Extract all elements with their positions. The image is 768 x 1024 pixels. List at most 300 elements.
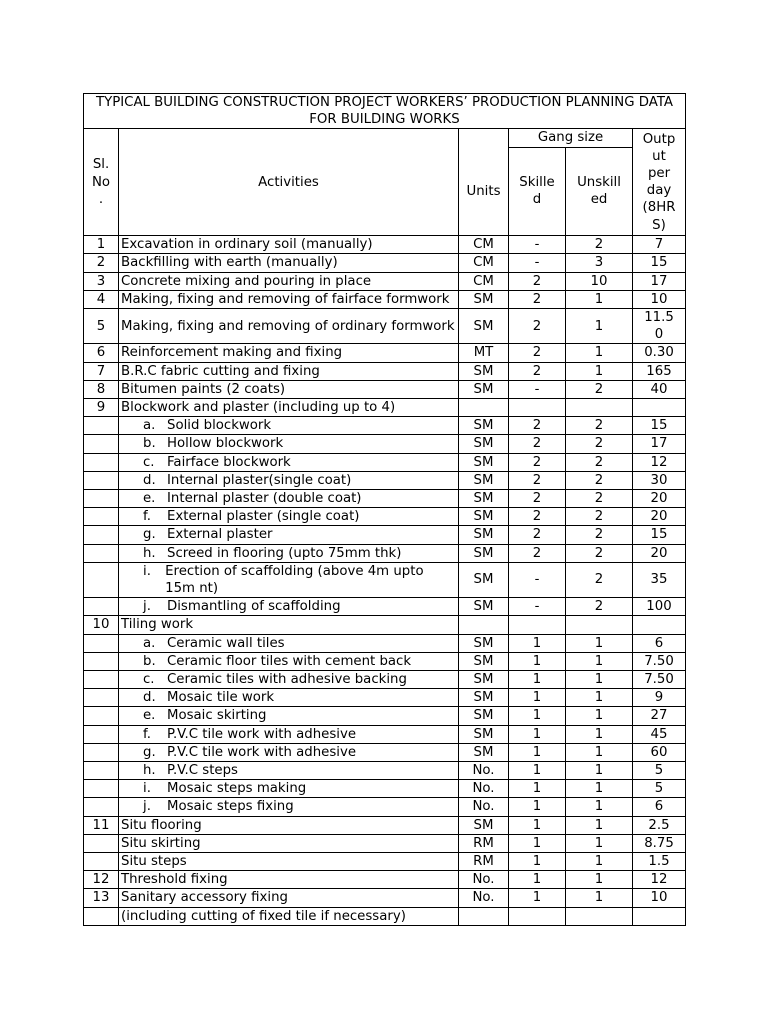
skilled-cell: 1 xyxy=(509,743,566,761)
output-cell: 5 xyxy=(633,762,686,780)
table-row xyxy=(84,236,686,254)
sl-no-cell: 6 xyxy=(84,344,119,362)
skilled-header: Skille d xyxy=(509,147,566,236)
units-cell: SM xyxy=(459,743,509,761)
sub-item-letter: a. xyxy=(143,418,156,434)
activity-cell xyxy=(119,743,459,761)
activity-cell: Situ skirting xyxy=(119,834,459,852)
sub-item-letter: b. xyxy=(143,436,156,452)
units-cell: SM xyxy=(459,290,509,308)
activity-cell xyxy=(119,526,459,544)
output-cell: 0.30 xyxy=(633,344,686,362)
unskilled-cell xyxy=(566,907,633,925)
output-cell: 12 xyxy=(633,871,686,889)
skilled-cell xyxy=(509,398,566,416)
table-row xyxy=(84,272,686,290)
output-cell: 20 xyxy=(633,508,686,526)
unskilled-cell: 1 xyxy=(566,889,633,907)
activity-cell: Situ flooring xyxy=(119,816,459,834)
unskilled-cell: 1 xyxy=(566,652,633,670)
unskilled-cell: 1 xyxy=(566,670,633,688)
sub-item-letter: c. xyxy=(143,671,155,687)
sl-no-cell xyxy=(84,453,119,471)
sl-no-cell: 10 xyxy=(84,616,119,634)
unskilled-cell: 1 xyxy=(566,308,633,343)
table-row xyxy=(84,871,686,889)
unskilled-cell: 2 xyxy=(566,598,633,616)
activity-cell xyxy=(119,762,459,780)
table-row xyxy=(84,435,686,453)
unskilled-cell: 1 xyxy=(566,290,633,308)
output-cell: 6 xyxy=(633,798,686,816)
sl-no-cell: 8 xyxy=(84,380,119,398)
unskilled-cell: 2 xyxy=(566,417,633,435)
table-row xyxy=(84,526,686,544)
sub-item-letter: j. xyxy=(143,799,151,815)
sub-item-letter: h. xyxy=(143,763,156,778)
sl-no-cell: 11 xyxy=(84,816,119,834)
units-cell: SM xyxy=(459,670,509,688)
output-cell: 10 xyxy=(633,889,686,907)
unskilled-cell: 1 xyxy=(566,798,633,816)
activity-cell xyxy=(119,471,459,489)
output-cell: 7.50 xyxy=(633,652,686,670)
output-cell: 40 xyxy=(633,380,686,398)
activity-text: Screed in flooring (upto 75mm thk) xyxy=(167,545,402,561)
activity-cell: Concrete mixing and pouring in place xyxy=(119,272,459,290)
output-cell: 45 xyxy=(633,725,686,743)
unskilled-cell: 1 xyxy=(566,834,633,852)
activity-cell xyxy=(119,707,459,725)
units-cell: SM xyxy=(459,508,509,526)
sub-item-letter: c. xyxy=(143,454,155,470)
skilled-cell: 2 xyxy=(509,508,566,526)
output-cell: 20 xyxy=(633,544,686,562)
units-cell xyxy=(459,616,509,634)
output-cell: 15 xyxy=(633,526,686,544)
units-cell: SM xyxy=(459,634,509,652)
activity-cell xyxy=(119,489,459,507)
activity-text: Ceramic floor tiles with cement back xyxy=(167,653,412,669)
unskilled-cell: 1 xyxy=(566,634,633,652)
table-row xyxy=(84,670,686,688)
skilled-cell: - xyxy=(509,236,566,254)
table-row xyxy=(84,907,686,925)
output-cell: 11.5 0 xyxy=(633,308,686,343)
units-cell: SM xyxy=(459,526,509,544)
table-row xyxy=(84,725,686,743)
table-row xyxy=(84,453,686,471)
sub-item-letter: a. xyxy=(143,635,156,651)
table-row xyxy=(84,889,686,907)
skilled-cell: 2 xyxy=(509,544,566,562)
table-row xyxy=(84,853,686,871)
activity-cell xyxy=(119,598,459,616)
units-cell: No. xyxy=(459,780,509,798)
unskilled-cell: 2 xyxy=(566,236,633,254)
sub-item-letter: d. xyxy=(143,690,156,706)
sl-no-cell xyxy=(84,670,119,688)
activity-text: Internal plaster (double coat) xyxy=(167,490,362,506)
table-row xyxy=(84,652,686,670)
sl-no-cell xyxy=(84,471,119,489)
sl-no-cell xyxy=(84,707,119,725)
activity-text: Internal plaster(single coat) xyxy=(167,472,352,488)
skilled-cell: 1 xyxy=(509,670,566,688)
table-row xyxy=(84,780,686,798)
skilled-cell: 2 xyxy=(509,344,566,362)
table-row xyxy=(84,762,686,780)
activity-text: P.V.C tile work with adhesive xyxy=(167,744,357,760)
output-cell: 15 xyxy=(633,417,686,435)
skilled-cell: 2 xyxy=(509,308,566,343)
output-cell: 8.75 xyxy=(633,834,686,852)
units-cell: SM xyxy=(459,471,509,489)
skilled-cell: 2 xyxy=(509,453,566,471)
units-cell: SM xyxy=(459,652,509,670)
skilled-cell: 2 xyxy=(509,417,566,435)
activity-cell: Threshold fixing xyxy=(119,871,459,889)
table-row xyxy=(84,689,686,707)
activity-cell xyxy=(119,508,459,526)
output-cell xyxy=(633,398,686,416)
activity-cell: Excavation in ordinary soil (manually) xyxy=(119,236,459,254)
sl-no-cell xyxy=(84,743,119,761)
skilled-cell: 1 xyxy=(509,762,566,780)
units-cell: CM xyxy=(459,272,509,290)
unskilled-cell: 2 xyxy=(566,435,633,453)
sl-no-cell xyxy=(84,725,119,743)
table-row xyxy=(84,707,686,725)
sl-no-cell: 1 xyxy=(84,236,119,254)
unskilled-cell: 1 xyxy=(566,689,633,707)
unskilled-cell: 2 xyxy=(566,380,633,398)
activity-text: Mosaic steps making xyxy=(167,781,307,797)
sl-no-cell: 4 xyxy=(84,290,119,308)
activity-cell xyxy=(119,435,459,453)
activity-cell xyxy=(119,689,459,707)
sl-no-cell xyxy=(84,834,119,852)
units-cell: No. xyxy=(459,871,509,889)
sl-no-cell: 9 xyxy=(84,398,119,416)
unskilled-cell: 2 xyxy=(566,489,633,507)
unskilled-cell: 1 xyxy=(566,344,633,362)
skilled-cell: 2 xyxy=(509,362,566,380)
activity-cell xyxy=(119,670,459,688)
output-cell: 7.50 xyxy=(633,670,686,688)
table-row xyxy=(84,616,686,634)
gang-size-header: Gang size xyxy=(509,129,633,147)
sl-no-cell: 2 xyxy=(84,254,119,272)
activity-cell: Blockwork and plaster (including up to 4) xyxy=(119,398,459,416)
output-cell: 17 xyxy=(633,435,686,453)
output-cell: 5 xyxy=(633,780,686,798)
activity-text: Mosaic steps fixing xyxy=(167,799,294,815)
activity-cell: Making, fixing and removing of ordinary formwork xyxy=(119,308,459,343)
activity-text: External plaster (single coat) xyxy=(167,509,360,525)
activity-cell xyxy=(119,798,459,816)
sub-item-letter: g. xyxy=(143,527,156,543)
activity-text: Fairface blockwork xyxy=(167,454,291,470)
unskilled-cell: 1 xyxy=(566,780,633,798)
units-cell: SM xyxy=(459,435,509,453)
activity-text: Mosaic skirting xyxy=(167,708,267,724)
output-header: Outp ut per day (8HR S) xyxy=(633,129,686,236)
units-cell: CM xyxy=(459,254,509,272)
unskilled-cell: 2 xyxy=(566,471,633,489)
units-cell: SM xyxy=(459,562,509,597)
units-cell: SM xyxy=(459,725,509,743)
activity-text: Mosaic tile work xyxy=(167,690,275,706)
units-header: Units xyxy=(459,147,509,236)
activity-cell xyxy=(119,562,459,597)
sl-no-cell xyxy=(84,762,119,780)
title-row xyxy=(84,94,686,129)
skilled-cell: 1 xyxy=(509,725,566,743)
skilled-cell: 1 xyxy=(509,707,566,725)
units-cell: No. xyxy=(459,798,509,816)
activity-cell xyxy=(119,417,459,435)
skilled-cell: 1 xyxy=(509,798,566,816)
units-cell: SM xyxy=(459,362,509,380)
units-cell: SM xyxy=(459,816,509,834)
unskilled-cell: 1 xyxy=(566,743,633,761)
unskilled-cell: 2 xyxy=(566,526,633,544)
skilled-cell: - xyxy=(509,380,566,398)
units-cell xyxy=(459,398,509,416)
skilled-cell: 2 xyxy=(509,435,566,453)
table-row xyxy=(84,834,686,852)
skilled-cell: 1 xyxy=(509,853,566,871)
skilled-cell xyxy=(509,616,566,634)
activity-cell: Making, fixing and removing of fairface formwork xyxy=(119,290,459,308)
skilled-cell: 1 xyxy=(509,834,566,852)
table-row xyxy=(84,308,686,343)
table-row xyxy=(84,254,686,272)
sub-item-letter: f. xyxy=(143,509,151,525)
sl-no-cell xyxy=(84,689,119,707)
unskilled-cell xyxy=(566,616,633,634)
output-cell xyxy=(633,907,686,925)
units-cell: RM xyxy=(459,834,509,852)
unskilled-cell: 10 xyxy=(566,272,633,290)
units-cell: SM xyxy=(459,707,509,725)
output-cell: 1.5 xyxy=(633,853,686,871)
sub-item-letter: f. xyxy=(143,726,151,742)
table-row xyxy=(84,417,686,435)
unskilled-cell: 2 xyxy=(566,453,633,471)
units-cell: SM xyxy=(459,380,509,398)
production-planning-table xyxy=(83,93,686,926)
activity-cell: Bitumen paints (2 coats) xyxy=(119,380,459,398)
activity-cell xyxy=(119,780,459,798)
units-cell xyxy=(459,907,509,925)
sub-item-letter: h. xyxy=(143,545,156,561)
activity-cell: (including cutting of fixed tile if necessary) xyxy=(119,907,459,925)
skilled-cell: - xyxy=(509,598,566,616)
output-cell: 15 xyxy=(633,254,686,272)
unskilled-cell: 1 xyxy=(566,725,633,743)
units-cell: SM xyxy=(459,453,509,471)
table-row xyxy=(84,344,686,362)
unskilled-cell: 1 xyxy=(566,707,633,725)
activity-text: Ceramic wall tiles xyxy=(167,635,285,651)
sl-no-cell xyxy=(84,562,119,597)
sl-no-cell xyxy=(84,652,119,670)
sub-item-letter: g. xyxy=(143,744,156,760)
output-cell: 20 xyxy=(633,489,686,507)
sub-item-letter: b. xyxy=(143,653,156,669)
output-cell: 6 xyxy=(633,634,686,652)
output-cell: 27 xyxy=(633,707,686,725)
output-cell: 10 xyxy=(633,290,686,308)
units-cell: No. xyxy=(459,889,509,907)
skilled-cell: - xyxy=(509,562,566,597)
skilled-cell: 2 xyxy=(509,489,566,507)
unskilled-cell xyxy=(566,398,633,416)
activity-cell xyxy=(119,634,459,652)
unskilled-cell: 1 xyxy=(566,362,633,380)
unskilled-cell: 3 xyxy=(566,254,633,272)
units-cell: SM xyxy=(459,598,509,616)
sl-no-cell: 3 xyxy=(84,272,119,290)
units-cell: SM xyxy=(459,689,509,707)
sl-no-cell: 12 xyxy=(84,871,119,889)
skilled-cell: 1 xyxy=(509,780,566,798)
sub-item-letter: e. xyxy=(143,490,156,506)
output-cell: 30 xyxy=(633,471,686,489)
sub-item-letter: j. xyxy=(143,599,151,615)
unskilled-cell: 1 xyxy=(566,871,633,889)
units-cell: No. xyxy=(459,762,509,780)
sub-item-letter: e. xyxy=(143,708,156,724)
sub-item-letter: i. xyxy=(143,781,151,797)
output-cell: 7 xyxy=(633,236,686,254)
unskilled-cell: 2 xyxy=(566,562,633,597)
sl-no-cell xyxy=(84,526,119,544)
activity-text: Ceramic tiles with adhesive backing xyxy=(167,671,407,687)
skilled-cell: 2 xyxy=(509,290,566,308)
activity-text: External plaster xyxy=(167,527,273,543)
output-cell: 17 xyxy=(633,272,686,290)
skilled-cell: 2 xyxy=(509,471,566,489)
table-row xyxy=(84,634,686,652)
skilled-cell: 2 xyxy=(509,526,566,544)
skilled-cell: 1 xyxy=(509,634,566,652)
output-cell: 12 xyxy=(633,453,686,471)
table-row xyxy=(84,290,686,308)
activities-header: Activities xyxy=(119,129,459,236)
sl-no-cell xyxy=(84,780,119,798)
output-cell: 165 xyxy=(633,362,686,380)
skilled-cell: 1 xyxy=(509,689,566,707)
skilled-cell: 1 xyxy=(509,889,566,907)
activity-cell xyxy=(119,453,459,471)
skilled-cell: - xyxy=(509,254,566,272)
sl-no-cell: 13 xyxy=(84,889,119,907)
activity-text: Erection of scaffolding (above 4m upto 15m nt) xyxy=(165,563,424,596)
sl-no-cell xyxy=(84,598,119,616)
table-row xyxy=(84,544,686,562)
sl-no-cell xyxy=(84,417,119,435)
sl-no-cell: 7 xyxy=(84,362,119,380)
output-cell: 9 xyxy=(633,689,686,707)
header-row-1 xyxy=(84,129,686,147)
activity-cell xyxy=(119,544,459,562)
units-cell: SM xyxy=(459,417,509,435)
sub-item-letter: i. xyxy=(143,563,151,579)
activity-text: P.V.C steps xyxy=(167,763,238,778)
table-row xyxy=(84,816,686,834)
sl-no-cell xyxy=(84,489,119,507)
table-row xyxy=(84,798,686,816)
units-cell: RM xyxy=(459,853,509,871)
skilled-cell xyxy=(509,907,566,925)
table-row xyxy=(84,471,686,489)
output-cell: 2.5 xyxy=(633,816,686,834)
unskilled-cell: 1 xyxy=(566,816,633,834)
activity-text: Dismantling of scaffolding xyxy=(167,599,341,615)
activity-cell: Situ steps xyxy=(119,853,459,871)
output-cell xyxy=(633,616,686,634)
units-cell: MT xyxy=(459,344,509,362)
sl-no-header: Sl. No . xyxy=(84,129,119,236)
skilled-cell: 1 xyxy=(509,652,566,670)
activity-cell xyxy=(119,725,459,743)
unskilled-cell: 2 xyxy=(566,508,633,526)
table-row xyxy=(84,398,686,416)
units-cell: SM xyxy=(459,489,509,507)
table-row xyxy=(84,562,686,597)
activity-cell: B.R.C fabric cutting and fixing xyxy=(119,362,459,380)
sl-no-cell xyxy=(84,853,119,871)
sl-no-cell xyxy=(84,907,119,925)
sl-no-cell xyxy=(84,798,119,816)
output-cell: 60 xyxy=(633,743,686,761)
activity-text: Solid blockwork xyxy=(167,418,272,434)
units-cell: CM xyxy=(459,236,509,254)
sl-no-cell: 5 xyxy=(84,308,119,343)
sl-no-cell xyxy=(84,634,119,652)
activity-text: Hollow blockwork xyxy=(167,436,284,452)
units-cell: SM xyxy=(459,544,509,562)
activity-text: P.V.C tile work with adhesive xyxy=(167,726,357,742)
activity-cell: Tiling work xyxy=(119,616,459,634)
table-row xyxy=(84,508,686,526)
sl-no-cell xyxy=(84,435,119,453)
unskilled-header: Unskill ed xyxy=(566,147,633,236)
activity-cell xyxy=(119,652,459,670)
table-row xyxy=(84,380,686,398)
unskilled-cell: 1 xyxy=(566,762,633,780)
sl-no-cell xyxy=(84,508,119,526)
activity-cell: Sanitary accessory fixing xyxy=(119,889,459,907)
sub-item-letter: d. xyxy=(143,472,156,488)
output-cell: 35 xyxy=(633,562,686,597)
table-row xyxy=(84,743,686,761)
skilled-cell: 2 xyxy=(509,272,566,290)
unskilled-cell: 2 xyxy=(566,544,633,562)
sl-no-cell xyxy=(84,544,119,562)
output-cell: 100 xyxy=(633,598,686,616)
units-cell: SM xyxy=(459,308,509,343)
skilled-cell: 1 xyxy=(509,816,566,834)
skilled-cell: 1 xyxy=(509,871,566,889)
table-row xyxy=(84,362,686,380)
unskilled-cell: 1 xyxy=(566,853,633,871)
table-title: TYPICAL BUILDING CONSTRUCTION PROJECT WORKERS’ PRODUCTION PLANNING DATA FOR BUILDING WORKS xyxy=(84,94,686,129)
activity-cell: Reinforcement making and fixing xyxy=(119,344,459,362)
